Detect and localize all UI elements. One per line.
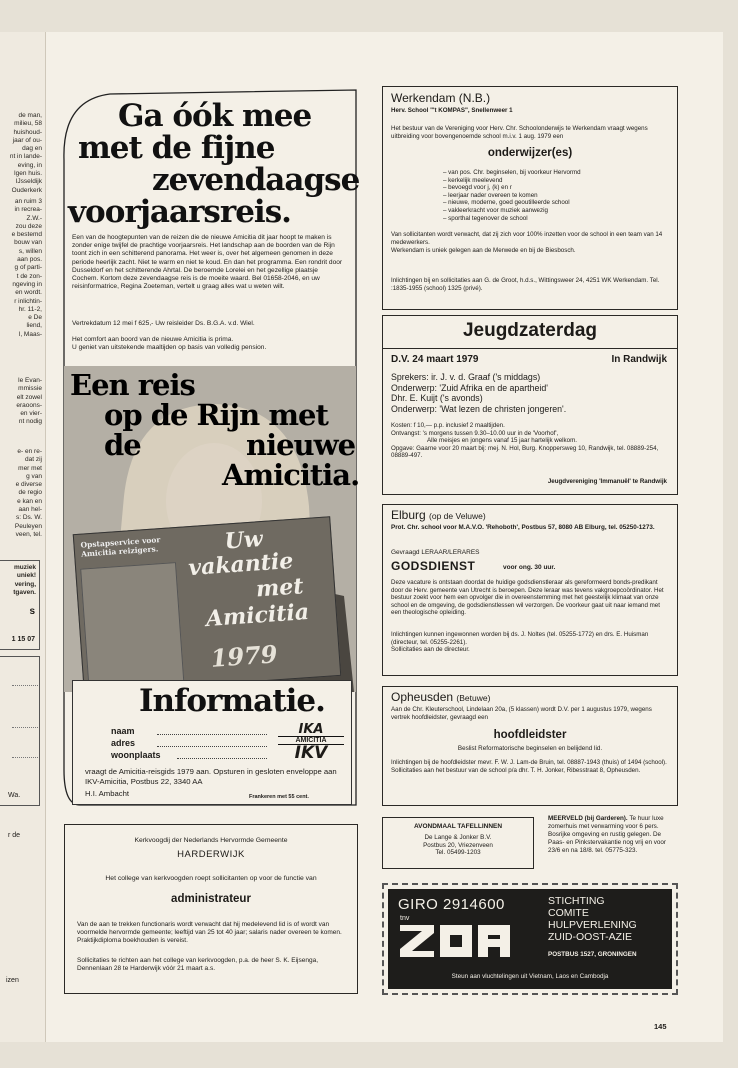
speaker-line: Dhr. E. Kuijt ('s avonds) — [391, 393, 483, 403]
gutter-line: s: Ds. W. — [16, 514, 42, 522]
gutter-line: dat zij — [25, 456, 42, 464]
gutter-line: milieu, 58 — [14, 120, 42, 128]
gutter-line: e kan en — [17, 497, 42, 505]
meerveld-ad — [548, 815, 676, 855]
jeugd-details — [391, 422, 671, 460]
opheusden-info: Inlichtingen bij de hoofdleidster mevr. F. W. J. Lam-de Bruin, tel. 08887-1943 (thuis) of 1494 (school). — [391, 759, 667, 766]
comfort-line: U geniet van uitstekende maaltijden op basis van volledig pension. — [72, 344, 267, 352]
brochure-title-line: Amicitia — [205, 598, 310, 633]
gutter-line: uniek! — [16, 572, 36, 580]
elburg-heading — [391, 508, 486, 522]
headline-line: Ga óók mee — [118, 98, 312, 134]
avondmaal-address — [383, 834, 533, 857]
headline-line: zevendaagse — [152, 162, 360, 198]
elburg-info: Inlichtingen kunnen ingewonnen worden bij ds. J. Noltes (tel. 05255-1772) en drs. E. Huisman (directeur, tel. 05255-2261). — [391, 631, 649, 646]
gutter-line: Peuleyen — [14, 522, 42, 530]
brochure — [73, 516, 342, 694]
ad-departure: Vertrekdatum 12 mei f 625,- Uw reisleider Ds. B.G.A. v.d. Wiel. — [72, 320, 255, 327]
gutter-line: Z.W.- — [26, 214, 42, 222]
headline2-line: Amicitia. — [222, 458, 360, 492]
adres-field[interactable] — [157, 746, 267, 747]
zoa-logo-icon — [400, 923, 520, 959]
form-label-adres: adres — [111, 738, 136, 748]
logo-ikv: IKV — [294, 743, 328, 763]
elburg-title: Elburg — [391, 508, 426, 522]
requirement-item: – leerjaar nader overeen te komen — [443, 191, 538, 199]
avondmaal-title: AVONDMAAL TAFELLINNEN — [413, 823, 503, 830]
gutter-line: aan pos. — [17, 256, 42, 264]
gutter-line: ngeving in — [12, 280, 42, 288]
requirement-item: – van pos. Chr. beginselen, bij voorkeur Hervormd — [443, 169, 581, 176]
naam-field[interactable] — [157, 734, 267, 735]
requirement-item: – bevoegd voor j, (k) en r — [443, 184, 512, 192]
elburg-subtitle: (op de Veluwe) — [429, 511, 486, 521]
amicitia-ad — [60, 70, 360, 813]
gutter-line: s, willen — [18, 247, 42, 255]
elburg-ad — [382, 504, 678, 676]
gutter-paragraph — [0, 564, 40, 597]
gutter-line: Ouderkerk — [11, 186, 42, 194]
gutter-line: an ruim 3 — [14, 198, 42, 205]
elburg-apply: Sollicitaties aan de directeur. — [391, 646, 470, 654]
opheusden-apply: Sollicitaties aan het bestuur van de school p/a dhr. T. H. Jonker, Ribesstraat 8, Opheusden. — [391, 766, 641, 774]
brochure-title-line: vakantie — [187, 547, 295, 582]
speaker-line: Onderwerp: 'Wat lezen de christen jongeren'. — [391, 403, 567, 414]
gutter-line: nt in lande- — [9, 153, 42, 161]
gutter-line: tgaven. — [13, 588, 36, 596]
opheusden-heading — [391, 690, 490, 704]
gutter-line: IJsseldijk — [15, 178, 42, 186]
speaker-line: Onderwerp: 'Zuid Afrika en de apartheid' — [391, 382, 548, 393]
gutter-line: aan hel- — [18, 506, 42, 514]
ikv-logo — [278, 723, 344, 762]
jeugd-date: D.V. 24 maart 1979 — [391, 354, 479, 365]
gutter-line: de regio — [18, 489, 42, 497]
gutter-line: zou deze — [15, 222, 42, 230]
comfort-line: Het comfort aan boord van de nieuwe Amicitia is prima. — [72, 336, 234, 343]
gutter-line: veen, tel. — [15, 530, 42, 538]
zoa-giro: GIRO 2914600 — [398, 896, 505, 913]
form-label-naam: naam — [111, 726, 135, 736]
zoa-org-line: HULPVERLENING — [548, 919, 637, 931]
requirement-item: – nieuwe, moderne, goed geoutilleerde school — [443, 199, 570, 207]
coupon-place: H.I. Ambacht — [85, 789, 130, 798]
info-coupon — [72, 680, 352, 805]
page-number: 145 — [654, 1022, 667, 1031]
jeugd-costs: Kosten: f 10,— p.p. inclusief 2 maaltijden. — [391, 422, 505, 429]
gutter-text: r de — [8, 832, 21, 839]
elburg-hours: voor ong. 30 uur. — [503, 564, 556, 571]
opheusden-title: Opheusden — [391, 690, 454, 704]
gutter-line: de man, — [18, 112, 42, 119]
coupon-form — [111, 725, 161, 761]
gutter-line: nt nodig — [18, 418, 42, 426]
gutter-box — [0, 656, 40, 806]
avondmaal-ad — [382, 817, 534, 869]
jeugd-speakers — [391, 372, 671, 414]
werkendam-title: Werkendam (N.B.) — [391, 91, 491, 105]
jeugd-title: Jeugdzaterdag — [462, 320, 598, 341]
headline2-line: Een reis — [70, 368, 195, 402]
elburg-subject: GODSDIENST — [391, 559, 476, 573]
gutter-text: izen — [6, 977, 19, 984]
logo-ika: IKA — [298, 722, 324, 737]
gutter-line: g van — [26, 472, 42, 480]
brochure-title-line: Uw — [223, 525, 264, 555]
info-title: Informatie. — [139, 683, 325, 719]
zoa-org-line: STICHTING — [548, 895, 605, 907]
gutter-line: muziek — [13, 564, 36, 571]
gutter-line: vering, — [14, 580, 36, 588]
opheusden-ad — [382, 686, 678, 806]
werkendam-notes — [391, 231, 671, 254]
jeugd-place: In Randwijk — [611, 354, 667, 365]
avondmaal-phone: Tel. 05499-1203 — [435, 849, 481, 857]
ad-comfort — [72, 336, 344, 352]
headline-line: voorjaarsreis. — [68, 194, 291, 230]
gutter-line: r inlichtin- — [14, 297, 42, 305]
ad-body: Een van de hoogtepunten van de reizen die de nieuwe Amicitia dit jaar hoopt te maken is zonder enige twijfel de prachtige voorjaarsreis. Het landschap aan de boorden van de Rijn toont zich in een schitterend panorama. Het weer is, over het algemeen genomen in deze periode heerlijk zacht. Niet te warm en niet te koud. En dan het programma. Een rondrit door Dusseldorf en het schitterende Ahrtal. De beroemde Lorelei en het gezellige plaatsje Cochem. Kortom deze zevendaagse reis is de moeite waard. Bel 01658-2046, en uw reisinformatrice, Regina Zoeteman, vertelt u graag alles wat u weten wilt. — [72, 234, 343, 291]
elburg-asked: Gevraagd LERAAR/LERARES — [391, 549, 480, 556]
gutter-box — [0, 560, 40, 650]
gutter-line: g of parti- — [14, 264, 42, 272]
gutter-text: Wa. — [8, 792, 21, 799]
harderwijk-apply: Sollicitaties te richten aan het college van kerkvoogden, p.a. de heer S. K. Eijsenga, Dennenlaan 28 te Harderwijk vóór 21 maart a.s. — [77, 957, 319, 972]
zoa-org-line: ZUID-OOST-AZIE — [548, 931, 632, 943]
logo-amicitia: AMICITIA — [278, 736, 344, 745]
harderwijk-body: Van de aan te trekken functionaris wordt verwacht dat hij medelevend lid is of wordt van voormelde hervormde gemeente; leeftijd van 25 tot 40 jaar; salaris nader overeen te komen. Praktijkdiploma boekhouden is vereist. — [77, 921, 342, 944]
gutter-line: liend, — [26, 322, 42, 330]
gutter-line: mmissie — [18, 385, 42, 393]
gutter-mark: s — [29, 606, 35, 617]
requirement-item: – sporthal tegenover de school — [443, 214, 528, 222]
zoa-ad — [382, 883, 678, 995]
brochure-year: 1979 — [209, 639, 279, 673]
gutter-line: en wordt. — [15, 289, 42, 297]
harderwijk-ad — [64, 824, 358, 994]
zoa-postbus: POSTBUS 1527, GRONINGEN — [548, 951, 637, 958]
werkendam-intro: Het bestuur van de Vereniging voor Herv. Chr. Schoolonderwijs te Werkendam vraagt wegens uitbreiding voor bovengenoemde school m.i.v. 1 aug. 1979 een — [391, 125, 648, 140]
jeugd-reception: Ontvangst: 's morgens tussen 9.30–10.00 uur in de 'Voorhof', — [391, 429, 559, 437]
gutter-line: bouw van — [14, 239, 42, 247]
gutter-line: le Evan- — [18, 377, 42, 384]
gutter-paragraph — [0, 448, 46, 539]
opheusden-intro: Aan de Chr. Kleuterschool, Lindelaan 20a, (5 klassen) wordt D.V. per 1 augustus 1979, wegens vertrek hoofdleidster, gevraagd een — [391, 706, 652, 721]
gutter-line: e De — [28, 314, 42, 322]
opheusden-contact — [391, 759, 671, 774]
harderwijk-org: Kerkvoogdij der Nederlands Hervormde Gemeente — [134, 837, 288, 844]
gutter-line: in recrea- — [14, 206, 42, 214]
werkendam-position: onderwijzer(es) — [487, 147, 573, 159]
gutter-line: e diverse — [15, 481, 42, 489]
werkendam-school: Herv. School "'t KOMPAS", Snellenweer 1 — [391, 107, 513, 114]
gutter-line: e- en re- — [17, 448, 42, 455]
gutter-line: mer met — [18, 464, 42, 472]
speaker-line: Sprekers: ir. J. v. d. Graaf ('s middags) — [391, 372, 541, 382]
gutter-line: eving, in — [17, 161, 42, 169]
gutter-line: eraoons- — [16, 401, 42, 409]
gutter-line: e bestemd — [11, 231, 42, 239]
opheusden-subtitle: (Betuwe) — [456, 693, 491, 703]
zoa-tnv: tnv — [400, 915, 410, 922]
brochure-title-line: met — [255, 573, 305, 603]
stamp-note: Frankeren met 55 cent. — [249, 794, 309, 800]
gutter-phone: 1 15 07 — [11, 636, 35, 643]
gutter-paragraph — [0, 377, 46, 427]
elburg-contact — [391, 631, 671, 654]
werkendam-contact: Inlichtingen bij en sollicitaties aan G. de Groot, h.d.s., Wittingsweer 24, 4251 WK Werkendam. Tel. :1835-1955 (school) 1325 (privé). — [391, 277, 660, 292]
brochure-subtitle: Opstapservice voor Amicitia reizigers. — [80, 535, 161, 559]
headline2-line: nieuwe — [246, 428, 356, 462]
meerveld-title: MEERVELD (bij Garderen). — [548, 815, 628, 822]
form-label-woonplaats: woonplaats — [111, 750, 161, 760]
woonplaats-field[interactable] — [177, 758, 267, 759]
jeugdzaterdag-ad — [382, 315, 678, 495]
elburg-school: Prot. Chr. school voor M.A.V.O. 'Rehoboth', Postbus 57, 8080 AB Elburg, tel. 05250-1273. — [391, 524, 655, 531]
elburg-body: Deze vacature is ontstaan doordat de huidige godsdienstleraar als gereformeerd bonds-predikant door de Herv. gemeente van Utrecht is beroepen. Deze leraar was tevens vakgroepcoördinator. Het bestuur zoekt voor hem een opvolger die in overeenstemming met het geestelijk klimaat van onze school en de omgeving, de godsdienstlessen wil verzorgen. De voorkeur gaat uit naar iemand met een theologische opleiding. — [391, 579, 664, 617]
requirement-item: – vakleerkracht voor muziek aanwezig — [443, 206, 548, 214]
meerveld-text: Te huur luxe zomerhuis met verwarming voor 6 pers. Bosrijke omgeving en rustig gelegen. De Paas- en Pinkstervakantie nog vrij en voor 23/6 en na 18/8. tel. 05775-323. — [548, 815, 666, 854]
coupon-text: vraagt de Amicitia-reisgids 1979 aan. Opsturen in gesloten enveloppe aan IKV-Amicitia, Postbus 22, 3340 AA — [85, 767, 337, 786]
harderwijk-position: administrateur — [171, 893, 251, 905]
zoa-panel — [388, 889, 672, 989]
left-gutter — [0, 32, 46, 1042]
gutter-line: l, Maas- — [18, 330, 42, 338]
gutter-line: en vier- — [20, 410, 42, 418]
gutter-paragraph — [0, 112, 46, 195]
werkendam-p1: Van sollicitanten wordt verwacht, dat zij zich voor 100% inzetten voor de school in een team van 14 medewerkers. — [391, 231, 663, 246]
zoa-org — [548, 895, 637, 943]
gutter-line: t de zon- — [16, 272, 42, 280]
harderwijk-intro: Het college van kerkvoogden roept sollicitanten op voor de functie van — [105, 875, 317, 882]
opheusden-position: hoofdleidster — [493, 729, 567, 741]
avondmaal-company: De Lange & Jonker B.V. — [424, 834, 492, 841]
harderwijk-city: HARDERWIJK — [177, 849, 245, 860]
headline2-line: op de Rijn met de — [104, 398, 328, 462]
headline-line: met de fijne — [78, 130, 275, 166]
zoa-org-line: COMITE — [548, 907, 589, 919]
requirement-item: – kerkelijk meelevend — [443, 176, 503, 184]
zoa-tagline: Steun aan vluchtelingen uit Vietnam, Laos en Cambodja — [451, 973, 609, 980]
jeugd-register: Opgave: Gaarne voor 20 maart bij: mej. N. Hol, Burg. Knoppersweg 10, Randwijk, tel. 08889-254, 08889-497. — [391, 444, 659, 460]
jeugd-reception2: Alle meisjes en jongens vanaf 15 jaar hartelijk welkom. — [427, 437, 577, 445]
werkendam-ad — [382, 86, 678, 310]
gutter-line: huishoud- — [13, 128, 42, 136]
gutter-line: hr. 11-2, — [18, 305, 42, 313]
gutter-line: dag en — [22, 145, 42, 153]
requirements-list — [443, 169, 673, 222]
gutter-paragraph — [0, 198, 46, 339]
jeugd-org: Jeugdvereniging 'Immanuël' te Randwijk — [547, 478, 667, 485]
gutter-line: jaar of ou- — [12, 136, 42, 144]
brochure-photo — [80, 562, 184, 690]
gutter-line: lgen huis. — [14, 170, 42, 178]
werkendam-p2: Werkendam is uniek gelegen aan de Merwede en bij de Biesbosch. — [391, 246, 576, 254]
opheusden-principles: Beslist Reformatorische beginselen en belijdend lid. — [457, 745, 603, 752]
gutter-line: elt zowel — [16, 393, 42, 401]
avondmaal-postbus: Postbus 20, Vriezenveen — [423, 841, 493, 849]
